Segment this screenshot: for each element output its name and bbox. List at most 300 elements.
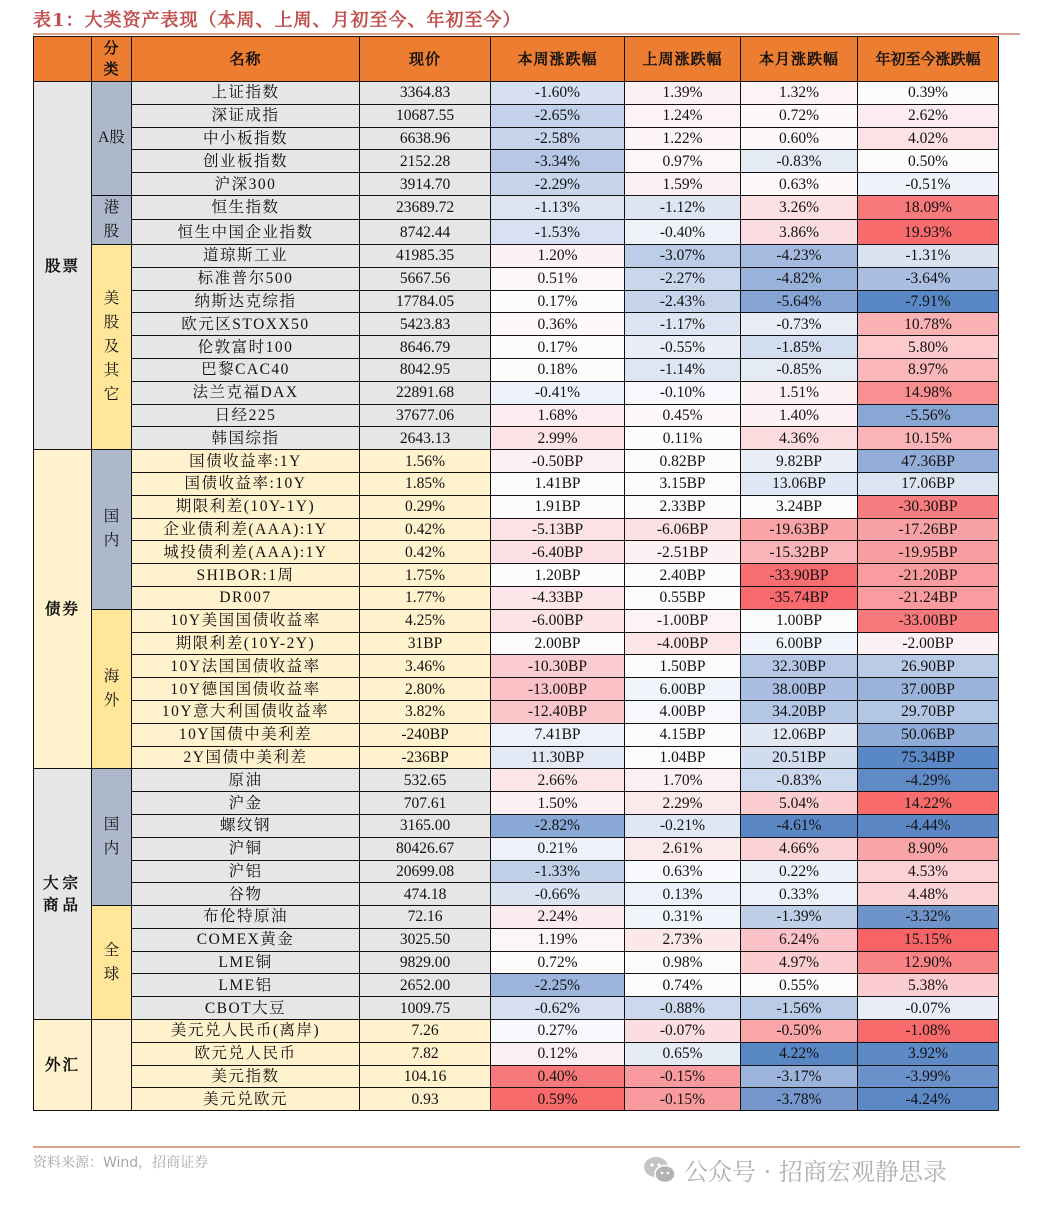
last-week-change-cell: 1.59% [625,173,741,196]
ytd-change-cell: 8.90% [858,837,999,860]
price-cell: 104.16 [360,1065,491,1088]
price-cell: 3025.50 [360,928,491,951]
this-month-change-cell: 12.06BP [741,723,858,746]
price-cell: 2.80% [360,678,491,701]
table-row [34,358,999,381]
this-week-change-cell: 7.41BP [491,723,625,746]
this-month-change-cell: 1.32% [741,82,858,105]
asset-name-cell: LME铜 [132,951,360,974]
ytd-change-cell: 29.70BP [858,700,999,723]
asset-name-cell: 美元兑人民币(离岸) [132,1020,360,1043]
this-week-change-cell: -2.82% [491,814,625,837]
ytd-change-cell: -1.08% [858,1020,999,1043]
asset-name-cell: 纳斯达克综指 [132,290,360,313]
ytd-change-cell: 26.90BP [858,655,999,678]
price-cell: 7.82 [360,1042,491,1065]
ytd-change-cell: -0.07% [858,997,999,1020]
this-week-change-cell: 2.24% [491,906,625,929]
last-week-change-cell: 0.97% [625,150,741,173]
ytd-change-cell: -5.56% [858,404,999,427]
source-note: 资料来源：Wind，招商证券 [33,1155,209,1171]
this-month-change-cell: 3.26% [741,195,858,220]
footer-divider [33,1146,1020,1148]
asset-name-cell: 城投债利差(AAA):1Y [132,541,360,564]
this-month-change-cell: -0.50% [741,1020,858,1043]
this-month-change-cell: -0.83% [741,150,858,173]
header-ytd: 年初至今涨跌幅 [858,37,999,82]
price-cell: 3.46% [360,655,491,678]
table-row [34,450,999,473]
table-row [34,290,999,313]
this-month-change-cell: 3.86% [741,220,858,245]
this-week-change-cell: 1.41BP [491,472,625,495]
subcategory-cell: 港 股 [92,195,132,244]
asset-name-cell: 美元指数 [132,1065,360,1088]
this-week-change-cell: 11.30BP [491,746,625,769]
ytd-change-cell: -7.91% [858,290,999,313]
price-cell: 3165.00 [360,814,491,837]
ytd-change-cell: 37.00BP [858,678,999,701]
price-cell: 2643.13 [360,427,491,450]
asset-name-cell: 伦敦富时100 [132,336,360,359]
last-week-change-cell: 2.73% [625,928,741,951]
this-month-change-cell: 13.06BP [741,472,858,495]
asset-name-cell: 标准普尔500 [132,267,360,290]
table-body [34,82,999,1111]
this-week-change-cell: 0.17% [491,336,625,359]
this-month-change-cell: 4.66% [741,837,858,860]
this-week-change-cell: -1.53% [491,220,625,245]
this-month-change-cell: -3.78% [741,1088,858,1111]
asset-name-cell: 美元兑欧元 [132,1088,360,1111]
last-week-change-cell: -0.55% [625,336,741,359]
this-week-change-cell: 2.99% [491,427,625,450]
table-row [34,127,999,150]
price-cell: 8042.95 [360,358,491,381]
price-cell: 8742.44 [360,220,491,245]
price-cell: 5667.56 [360,267,491,290]
ytd-change-cell: 5.80% [858,336,999,359]
this-month-change-cell: 32.30BP [741,655,858,678]
this-week-change-cell: -0.66% [491,883,625,906]
this-month-change-cell: 38.00BP [741,678,858,701]
asset-name-cell: 2Y国债中美利差 [132,746,360,769]
table-row [34,928,999,951]
last-week-change-cell: 2.33BP [625,495,741,518]
asset-name-cell: 谷物 [132,883,360,906]
price-cell: -236BP [360,746,491,769]
this-month-change-cell: -15.32BP [741,541,858,564]
table-row [34,609,999,632]
price-cell: 10687.55 [360,104,491,127]
this-week-change-cell: -0.62% [491,997,625,1020]
table-row [34,404,999,427]
last-week-change-cell: -3.07% [625,244,741,267]
this-week-change-cell: 1.19% [491,928,625,951]
table-row [34,220,999,245]
this-week-change-cell: -2.25% [491,974,625,997]
ytd-change-cell: -4.24% [858,1088,999,1111]
table-row [34,1065,999,1088]
ytd-change-cell: -19.95BP [858,541,999,564]
table-row [34,313,999,336]
last-week-change-cell: 2.40BP [625,564,741,587]
this-month-change-cell: -35.74BP [741,586,858,609]
this-month-change-cell: 6.00BP [741,632,858,655]
header-price: 现价 [360,37,491,82]
asset-name-cell: SHIBOR:1周 [132,564,360,587]
ytd-change-cell: -2.00BP [858,632,999,655]
last-week-change-cell: -0.88% [625,997,741,1020]
category-cell: 大宗 商品 [34,769,92,1020]
this-week-change-cell: 0.17% [491,290,625,313]
last-week-change-cell: 0.82BP [625,450,741,473]
table-row [34,1042,999,1065]
ytd-change-cell: 4.02% [858,127,999,150]
asset-name-cell: 企业债利差(AAA):1Y [132,518,360,541]
this-month-change-cell: -1.85% [741,336,858,359]
this-month-change-cell: -3.17% [741,1065,858,1088]
ytd-change-cell: 4.48% [858,883,999,906]
asset-name-cell: 法兰克福DAX [132,381,360,404]
ytd-change-cell: 3.92% [858,1042,999,1065]
this-month-change-cell: 0.22% [741,860,858,883]
price-cell: 3914.70 [360,173,491,196]
ytd-change-cell: -30.30BP [858,495,999,518]
wechat-icon [642,1155,678,1185]
table-row [34,951,999,974]
price-cell: 0.29% [360,495,491,518]
this-month-change-cell: 20.51BP [741,746,858,769]
this-week-change-cell: -2.65% [491,104,625,127]
price-cell: 41985.35 [360,244,491,267]
category-cell: 股票 [34,82,92,450]
asset-name-cell: 沪金 [132,792,360,815]
price-cell: 5423.83 [360,313,491,336]
header-this-month: 本月涨跌幅 [741,37,858,82]
table-row [34,150,999,173]
asset-name-cell: 10Y美国国债收益率 [132,609,360,632]
price-cell: 1009.75 [360,997,491,1020]
ytd-change-cell: -33.00BP [858,609,999,632]
table-row [34,700,999,723]
asset-name-cell: 深证成指 [132,104,360,127]
asset-name-cell: 上证指数 [132,82,360,105]
last-week-change-cell: 4.00BP [625,700,741,723]
asset-name-cell: 期限利差(10Y-2Y) [132,632,360,655]
this-week-change-cell: -1.13% [491,195,625,220]
this-week-change-cell: -3.34% [491,150,625,173]
this-month-change-cell: -0.83% [741,769,858,792]
asset-name-cell: 原油 [132,769,360,792]
price-cell: 2652.00 [360,974,491,997]
this-week-change-cell: 2.00BP [491,632,625,655]
price-cell: 0.42% [360,518,491,541]
asset-name-cell: 10Y意大利国债收益率 [132,700,360,723]
header-name: 名称 [132,37,360,82]
last-week-change-cell: 0.45% [625,404,741,427]
this-month-change-cell: 4.22% [741,1042,858,1065]
subcategory-cell [92,1020,132,1111]
ytd-change-cell: 0.50% [858,150,999,173]
ytd-change-cell: 19.93% [858,220,999,245]
last-week-change-cell: -6.06BP [625,518,741,541]
last-week-change-cell: 1.22% [625,127,741,150]
watermark-text: 公众号 · 招商宏观静思录 [684,1158,947,1186]
last-week-change-cell: 1.70% [625,769,741,792]
last-week-change-cell: 6.00BP [625,678,741,701]
this-month-change-cell: 0.33% [741,883,858,906]
asset-name-cell: 日经225 [132,404,360,427]
last-week-change-cell: 0.31% [625,906,741,929]
asset-name-cell: 10Y国债中美利差 [132,723,360,746]
this-month-change-cell: -0.85% [741,358,858,381]
header-category [34,37,92,82]
price-cell: 707.61 [360,792,491,815]
subcategory-cell: 全 球 [92,906,132,1020]
ytd-change-cell: -3.99% [858,1065,999,1088]
this-week-change-cell: 1.68% [491,404,625,427]
price-cell: 17784.05 [360,290,491,313]
price-cell: 80426.67 [360,837,491,860]
table-row [34,974,999,997]
category-cell: 债券 [34,450,92,769]
title-divider [33,33,1020,35]
price-cell: 532.65 [360,769,491,792]
last-week-change-cell: 0.13% [625,883,741,906]
ytd-change-cell: 47.36BP [858,450,999,473]
table-row [34,586,999,609]
ytd-change-cell: -1.31% [858,244,999,267]
ytd-change-cell: -3.32% [858,906,999,929]
table-row [34,814,999,837]
this-month-change-cell: 1.40% [741,404,858,427]
last-week-change-cell: -0.15% [625,1088,741,1111]
price-cell: 1.85% [360,472,491,495]
last-week-change-cell: -0.21% [625,814,741,837]
watermark [642,1152,947,1187]
last-week-change-cell: -2.27% [625,267,741,290]
last-week-change-cell: 3.15BP [625,472,741,495]
ytd-change-cell: 18.09% [858,195,999,220]
this-week-change-cell: 0.21% [491,837,625,860]
this-month-change-cell: 3.24BP [741,495,858,518]
this-month-change-cell: 5.04% [741,792,858,815]
last-week-change-cell: 0.55BP [625,586,741,609]
asset-name-cell: 韩国综指 [132,427,360,450]
last-week-change-cell: -4.00BP [625,632,741,655]
last-week-change-cell: -1.14% [625,358,741,381]
table-row [34,82,999,105]
last-week-change-cell: -0.07% [625,1020,741,1043]
this-week-change-cell: -1.33% [491,860,625,883]
ytd-change-cell: 50.06BP [858,723,999,746]
ytd-change-cell: -21.20BP [858,564,999,587]
ytd-change-cell: 12.90% [858,951,999,974]
last-week-change-cell: 0.63% [625,860,741,883]
ytd-change-cell: -17.26BP [858,518,999,541]
subcategory-cell: A股 [92,82,132,196]
table-row [34,746,999,769]
this-month-change-cell: -19.63BP [741,518,858,541]
table-row [34,195,999,220]
table-row [34,837,999,860]
last-week-change-cell: -0.40% [625,220,741,245]
table-row [34,267,999,290]
table-row [34,655,999,678]
subcategory-cell: 国 内 [92,450,132,610]
this-month-change-cell: 1.00BP [741,609,858,632]
this-month-change-cell: -5.64% [741,290,858,313]
table-row [34,173,999,196]
last-week-change-cell: 4.15BP [625,723,741,746]
this-week-change-cell: -6.40BP [491,541,625,564]
ytd-change-cell: 0.39% [858,82,999,105]
this-week-change-cell: -2.58% [491,127,625,150]
asset-name-cell: 恒生指数 [132,195,360,220]
subcategory-cell: 海 外 [92,609,132,769]
table-row [34,792,999,815]
price-cell: 1.77% [360,586,491,609]
price-cell: 23689.72 [360,195,491,220]
asset-name-cell: 螺纹钢 [132,814,360,837]
asset-name-cell: LME铝 [132,974,360,997]
last-week-change-cell: -1.17% [625,313,741,336]
table-row [34,495,999,518]
price-cell: 1.56% [360,450,491,473]
this-week-change-cell: -5.13BP [491,518,625,541]
this-week-change-cell: 0.72% [491,951,625,974]
asset-name-cell: 沪铝 [132,860,360,883]
this-week-change-cell: -10.30BP [491,655,625,678]
table-row [34,632,999,655]
asset-name-cell: 创业板指数 [132,150,360,173]
ytd-change-cell: 10.78% [858,313,999,336]
asset-name-cell: 欧元兑人民币 [132,1042,360,1065]
this-week-change-cell: -6.00BP [491,609,625,632]
last-week-change-cell: 1.39% [625,82,741,105]
ytd-change-cell: -4.44% [858,814,999,837]
this-month-change-cell: 0.72% [741,104,858,127]
asset-name-cell: COMEX黄金 [132,928,360,951]
this-week-change-cell: 0.51% [491,267,625,290]
category-cell: 外汇 [34,1020,92,1111]
this-month-change-cell: -4.82% [741,267,858,290]
this-month-change-cell: 34.20BP [741,700,858,723]
ytd-change-cell: 2.62% [858,104,999,127]
this-month-change-cell: 9.82BP [741,450,858,473]
this-week-change-cell: 1.20% [491,244,625,267]
table-row [34,997,999,1020]
table-row [34,472,999,495]
header-last-week: 上周涨跌幅 [625,37,741,82]
asset-name-cell: 期限利差(10Y-1Y) [132,495,360,518]
this-week-change-cell: 1.50% [491,792,625,815]
table-row [34,381,999,404]
table-row [34,336,999,359]
header-this-week: 本周涨跌幅 [491,37,625,82]
table-row [34,860,999,883]
asset-name-cell: 10Y德国国债收益率 [132,678,360,701]
last-week-change-cell: 2.61% [625,837,741,860]
this-week-change-cell: -2.29% [491,173,625,196]
this-week-change-cell: 0.27% [491,1020,625,1043]
table-row [34,769,999,792]
asset-name-cell: DR007 [132,586,360,609]
this-week-change-cell: -0.50BP [491,450,625,473]
table-row [34,1088,999,1111]
asset-name-cell: 道琼斯工业 [132,244,360,267]
asset-name-cell: 布伦特原油 [132,906,360,929]
last-week-change-cell: 0.74% [625,974,741,997]
this-week-change-cell: 2.66% [491,769,625,792]
asset-name-cell: 10Y法国国债收益率 [132,655,360,678]
this-month-change-cell: -4.61% [741,814,858,837]
table-row [34,518,999,541]
last-week-change-cell: 0.11% [625,427,741,450]
price-cell: 6638.96 [360,127,491,150]
table-row [34,883,999,906]
header-subcategory: 分 类 [92,37,132,82]
ytd-change-cell: -21.24BP [858,586,999,609]
this-week-change-cell: 1.91BP [491,495,625,518]
price-cell: 8646.79 [360,336,491,359]
this-week-change-cell: -1.60% [491,82,625,105]
ytd-change-cell: 8.97% [858,358,999,381]
table-title: 表1：大类资产表现（本周、上周、月初至今、年初至今） [33,10,522,31]
table-row [34,244,999,267]
this-month-change-cell: -33.90BP [741,564,858,587]
this-week-change-cell: -12.40BP [491,700,625,723]
last-week-change-cell: 1.04BP [625,746,741,769]
this-month-change-cell: 4.36% [741,427,858,450]
price-cell: 3364.83 [360,82,491,105]
last-week-change-cell: 2.29% [625,792,741,815]
ytd-change-cell: 14.22% [858,792,999,815]
ytd-change-cell: 15.15% [858,928,999,951]
last-week-change-cell: -2.43% [625,290,741,313]
price-cell: 31BP [360,632,491,655]
last-week-change-cell: 1.24% [625,104,741,127]
this-month-change-cell: 0.63% [741,173,858,196]
asset-name-cell: 恒生中国企业指数 [132,220,360,245]
last-week-change-cell: 0.98% [625,951,741,974]
asset-name-cell: 国债收益率:1Y [132,450,360,473]
this-week-change-cell: 0.40% [491,1065,625,1088]
this-month-change-cell: 0.55% [741,974,858,997]
price-cell: 2152.28 [360,150,491,173]
last-week-change-cell: -0.10% [625,381,741,404]
asset-name-cell: 中小板指数 [132,127,360,150]
ytd-change-cell: 5.38% [858,974,999,997]
this-month-change-cell: -0.73% [741,313,858,336]
price-cell: 0.42% [360,541,491,564]
this-week-change-cell: -13.00BP [491,678,625,701]
this-month-change-cell: 0.60% [741,127,858,150]
table-row [34,104,999,127]
table-row [34,427,999,450]
table-row [34,541,999,564]
last-week-change-cell: -2.51BP [625,541,741,564]
price-cell: -240BP [360,723,491,746]
this-week-change-cell: -0.41% [491,381,625,404]
asset-name-cell: 沪深300 [132,173,360,196]
asset-name-cell: CBOT大豆 [132,997,360,1020]
this-month-change-cell: -4.23% [741,244,858,267]
table-row [34,1020,999,1043]
this-week-change-cell: -4.33BP [491,586,625,609]
price-cell: 72.16 [360,906,491,929]
